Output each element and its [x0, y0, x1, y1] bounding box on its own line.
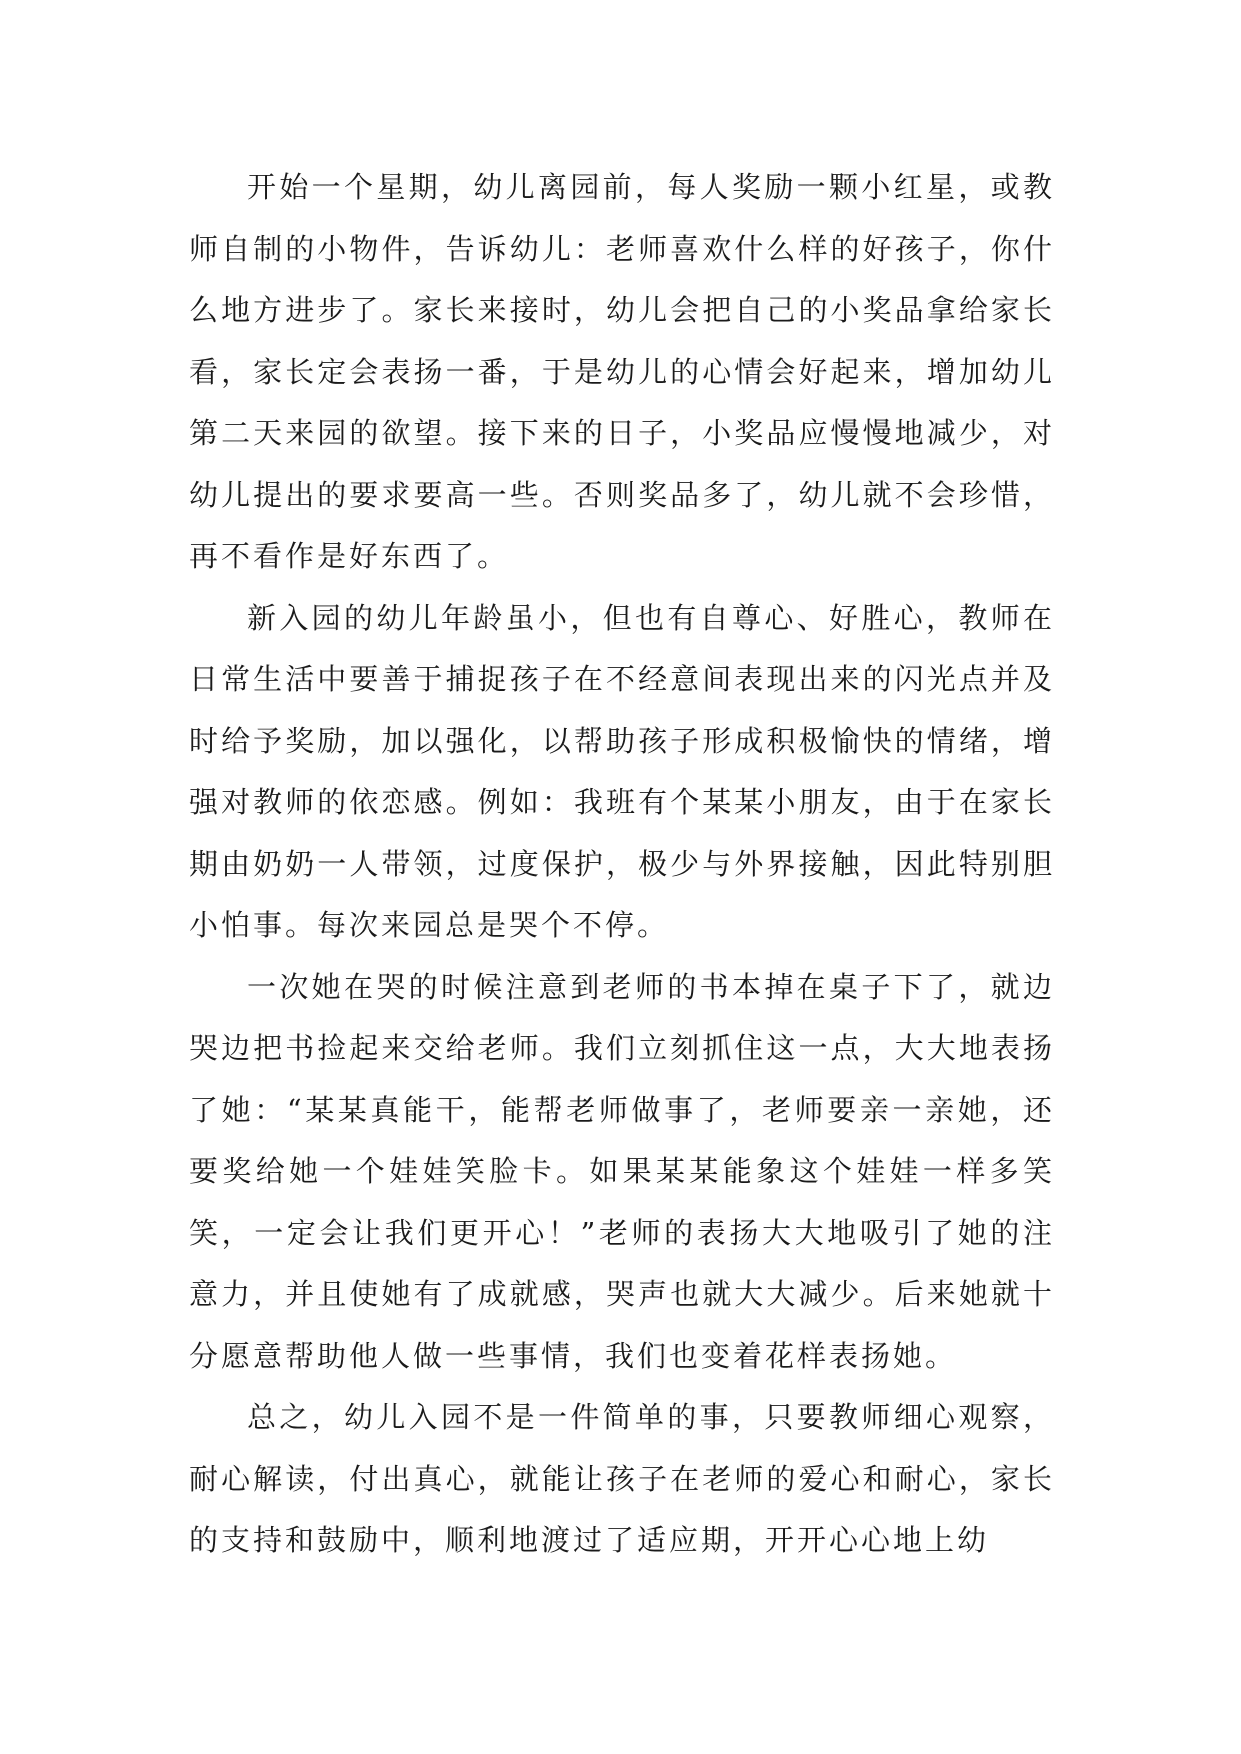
paragraph-conclusion: 总之，幼儿入园不是一件简单的事，只要教师细心观察，耐心解读，付出真心，就能让孩子在老师的爱心和耐心，家长的支持和鼓励中，顺利地渡过了适应期，开开心心地上幼 [189, 1400, 1055, 1557]
paragraph-self-esteem: 新入园的幼儿年龄虽小，但也有自尊心、好胜心，教师在日常生活中要善于捕捉孩子在不经意间表现出来的闪光点并及时给予奖励，加以强化，以帮助孩子形成积极愉快的情绪，增强对教师的依恋感。例如：我班有个某某小朋友，由于在家长期由奶奶一人带领，过度保护，极少与外界接触，因此特别胆小怕事。每次来园总是哭个不停。 [189, 600, 1055, 942]
paragraph-example-crying: 一次她在哭的时候注意到老师的书本掉在桌子下了，就边哭边把书捡起来交给老师。我们立刻抓住这一点，大大地表扬了她：“某某真能干，能帮老师做事了，老师要亲一亲她，还要奖给她一个娃娃笑脸卡。如果某某能象这个娃娃一样多笑笑，一定会让我们更开心！”老师的表扬大大地吸引了她的注意力，并且使她有了成就感，哭声也就大大减少。后来她就十分愿意帮助他人做一些事情，我们也变着花样表扬她。 [189, 969, 1055, 1373]
document-body [189, 157, 1055, 1572]
paragraph-reward-stars: 开始一个星期，幼儿离园前，每人奖励一颗小红星，或教师自制的小物件，告诉幼儿：老师喜欢什么样的好孩子，你什么地方进步了。家长来接时，幼儿会把自己的小奖品拿给家长看，家长定会表扬一番，于是幼儿的心情会好起来，增加幼儿第二天来园的欲望。接下来的日子，小奖品应慢慢地减少，对幼儿提出的要求要高一些。否则奖品多了，幼儿就不会珍惜，再不看作是好东西了。 [189, 170, 1055, 573]
